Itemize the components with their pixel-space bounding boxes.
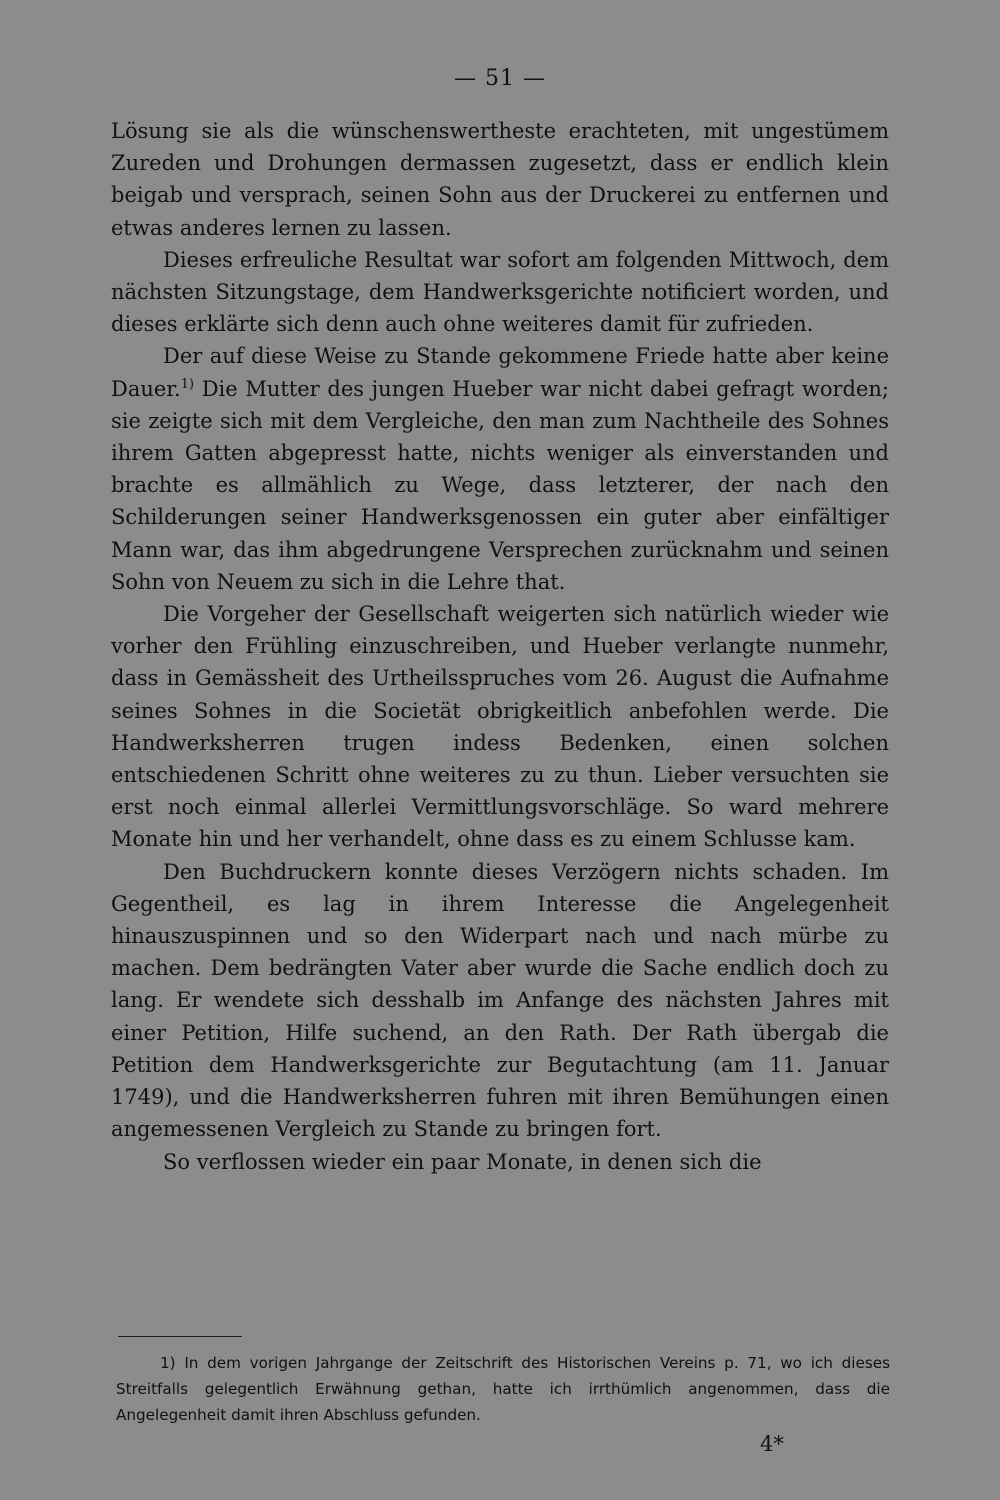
page-number: — 51 —: [454, 66, 546, 91]
paragraph-3-end: Die Mutter des jungen Hueber war nicht dabei gefragt worden; sie zeigte sich mit dem Vergleiche, den man zum Nachtheile des Sohnes ihrem Gatten abgepresst hatte, nichts weniger als einverstanden und brachte es allmählich zu Wege, dass letzterer, der nach den Schilderungen seiner Handwerksgenossen ein guter aber einfältiger Mann war, das ihm abgedrungene Versprechen zurücknahm und seinen Sohn von Neuem zu sich in die Lehre that.: [111, 376, 889, 594]
paragraph-2: Dieses erfreuliche Resultat war sofort am folgenden Mittwoch, dem nächsten Sitzungstage, dem Handwerksgerichte notificiert worden, und dieses erklärte sich denn auch ohne weiteres damit für zufrieden.: [111, 247, 889, 337]
body-text: [111, 115, 889, 1178]
paragraph-5: Den Buchdruckern konnte dieses Verzögern nichts schaden. Im Gegentheil, es lag in ihrem Interesse die Angelegenheit hinauszuspinnen und so den Widerpart nach und nach mürbe zu machen. Dem bedrängten Vater aber wurde die Sache endlich doch zu lang. Er wendete sich desshalb im Anfange des nächsten Jahres mit einer Petition, Hilfe suchend, an den Rath. Der Rath übergab die Petition dem Handwerksgerichte zur Begutachtung (am 11. Januar 1749), und die Handwerksherren fuhren mit ihren Bemühungen einen angemessenen Vergleich zu Stande zu bringen fort.: [111, 859, 889, 1142]
footnote-text: 1) In dem vorigen Jahrgange der Zeitschrift des Historischen Vereins p. 71, wo ich dieses Streitfalls gelegentlich Erwähnung gethan, hatte ich irrthümlich angenommen, dass die Angelegenheit damit ihren Abschluss gefunden.: [116, 1354, 890, 1424]
paragraph-6: So verflossen wieder ein paar Monate, in denen sich die: [163, 1149, 762, 1174]
footnote-divider: [118, 1336, 242, 1337]
printer-signature: 4*: [760, 1432, 784, 1456]
paragraph-4: Die Vorgeher der Gesellschaft weigerten sich natürlich wieder wie vorher den Frühling einzuschreiben, und Hueber verlangte nunmehr, dass in Gemässheit des Urtheilsspruches vom 26. August die Aufnahme seines Sohnes in die Societät obrigkeitlich anbefohlen werde. Die Handwerksherren trugen indess Bedenken, einen solchen entschiedenen Schritt ohne weiteres zu zu thun. Lieber versuchten sie erst noch einmal allerlei Vermittlungsvorschläge. So ward mehrere Monate hin und her verhandelt, ohne dass es zu einem Schlusse kam.: [111, 602, 889, 852]
footnote: [116, 1350, 890, 1428]
paragraph-1: Lösung sie als die wünschenswertheste erachteten, mit ungestümem Zureden und Drohungen dermassen zugesetzt, dass er endlich klein beigab und versprach, seinen Sohn aus der Druckerei zu entfernen und etwas anderes lernen zu lassen.: [111, 119, 889, 240]
paragraph-3: [111, 340, 889, 598]
paragraph-3-start: Der auf diese Weise zu Stande gekommene Friede hatte aber keine Dauer.: [111, 344, 889, 401]
footnote-reference: 1): [180, 376, 195, 392]
